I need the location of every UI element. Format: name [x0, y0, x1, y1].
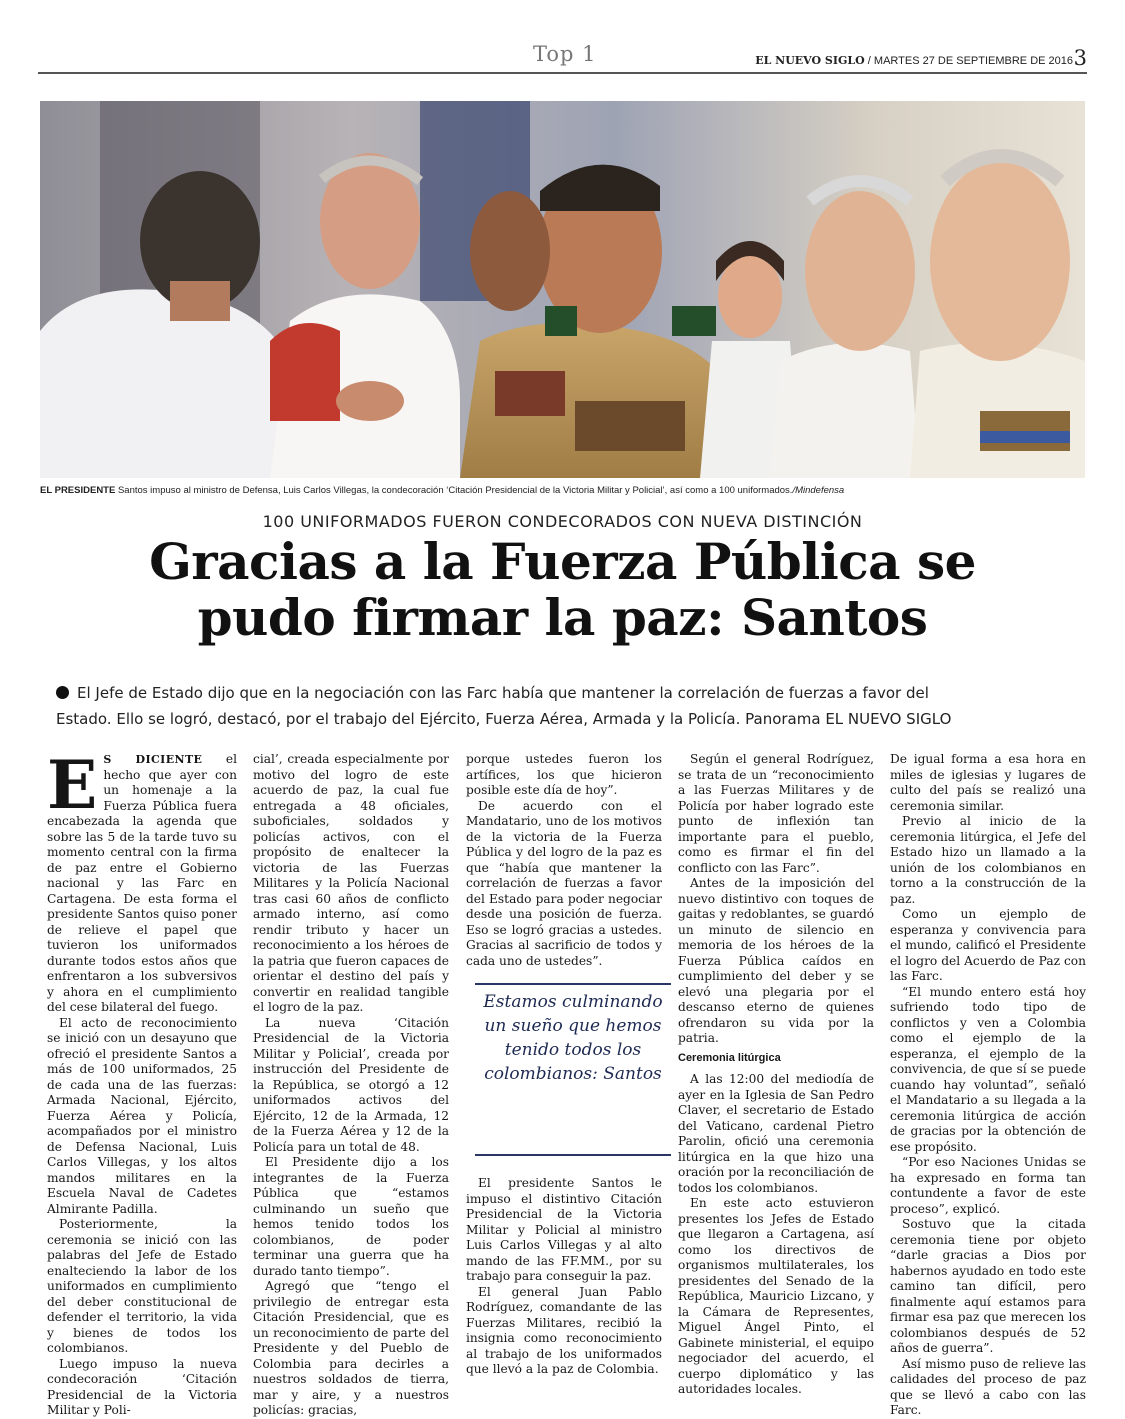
subhead: Ceremonia litúrgica — [678, 1051, 781, 1064]
kicker: 100 UNIFORMADOS FUERON CONDECORADOS CON NUEVA DISTINCIÓN — [262, 512, 863, 531]
paragraph-text: el hecho que ayer con un homenaje a la Fuerza Pública fuera encabezada la agenda que sobre las 5 de la tarde tuvo su momento central con la firma de paz entre el Gobierno nacional y las Farc en Cartagena. De esta forma el presidente Santos quiso poner de relieve el papel que tuvieron los uniformados durante todos estos años que enfrentaron a los subversivos y ahora en el cumplimiento del cese bilateral del fuego. — [47, 752, 237, 1014]
paragraph: Posteriormente, la ceremonia se inició con las palabras del Jefe de Estado enalteciendo la labor de los uniformados en cumplimiento del deber constitucional de defender el territorio, la vida y bienes de todos los colombianos. — [47, 1217, 237, 1355]
photo-caption — [40, 485, 1085, 496]
newspaper-name: EL NUEVO SIGLO — [755, 54, 865, 67]
column-4 — [678, 752, 874, 1398]
paragraph: Agregó que “tengo el privilegio de entregar esta Citación Presidencial, que es un reconocimiento de parte del Presidente y del Pueblo de Colombia para decirles a nuestros soldados de tierra, mar y aire, y a nuestros policías: gracias, — [253, 1279, 449, 1417]
headline-line-1: Gracias a la Fuerza Pública se — [149, 532, 976, 591]
deck-text-1: El Jefe de Estado dijo que en la negociación con las Farc había que mantener la correlación de fuerzas a favor del — [77, 684, 929, 702]
column-2 — [253, 752, 449, 1419]
deck-line-2: Estado. Ello se logró, destacó, por el trabajo del Ejército, Fuerza Aérea, Armada y la Policía. Panorama EL NUEVO SIGLO — [56, 710, 952, 728]
paragraph: El acto de reconocimiento se inició con un desayuno que ofreció el presidente Santos a más de 100 uniformados, 25 de cada una de las fuerzas: Armada Nacional, Ejército, Fuerza Aérea y Policía, acompañados por el ministro de Defensa Nacional, Luis Carlos Villegas, y los altos mandos militares en la Escuela Naval de Cadetes Almirante Padilla. — [47, 1015, 237, 1216]
issue-date: / MARTES 27 DE SEPTIEMBRE DE 2016 — [867, 55, 1073, 67]
bullet-icon — [56, 686, 69, 699]
drop-cap: E — [47, 746, 98, 824]
paragraph: En este acto estuvieron presentes los Jefes de Estado que llegaron a Cartagena, así como los directivos de organismos multilaterales, los presidentes del Senado de la República, Mauricio Lizcano, y la Cámara de Representes, Miguel Ángel Pinto, el Gabinete ministerial, el equipo negociador del acuerdo, el cuerpo diplomático y las autoridades locales. — [678, 1196, 874, 1396]
paragraph: Sostuvo que la citada ceremonia tiene por objeto “darle gracias a Dios por habernos ayudado en todo este camino tan difícil, pero finalmente aquí estamos para firmar esa paz que merecen los colombianos después de 52 años de guerra”. — [890, 1217, 1086, 1355]
page-number: 3 — [1073, 46, 1087, 70]
column-5 — [890, 752, 1086, 1419]
paragraph: Luego impuso la nueva condecoración ‘Citación Presidencial de la Victoria Militar y Poli- — [47, 1356, 237, 1417]
paragraph: Previo al inicio de la ceremonia litúrgica, el Jefe del Estado hizo un llamado a la unión de los colombianos en torno a la construcción de la paz. — [890, 814, 1086, 906]
column-3-top — [466, 752, 662, 969]
paragraph: “El mundo entero está hoy sufriendo todo tipo de conflictos y ven a Colombia como el ejemplo de la esperanza, el ejemplo de la convivencia, de que sí se puede cuando hay voluntad”, señaló el Mandatario a su llegada a la ceremonia litúrgica de acción de gracias por la obtención de ese propósito. — [890, 984, 1086, 1154]
paragraph: Así mismo puso de relieve las calidades del proceso de paz que se llevó a cabo con las Farc. — [890, 1356, 1086, 1417]
paragraph: La nueva ‘Citación Presidencial de la Victoria Militar y Policial’, creada por instrucción del Presidente de la República, se otorgó a 12 uniformados activos del Ejército, 12 de la Armada, 12 de la Fuerza Aérea y 12 de la Policía para un total de 48. — [253, 1015, 449, 1154]
column-1 — [47, 746, 237, 1419]
lead-in: S DICIENTE — [103, 753, 203, 766]
paragraph: El Presidente dijo a los integrantes de la Fuerza Pública que “estamos culminando un sueño que hemos tenido todos los colombianos, de poder terminar una guerra que ha durado tanto tiempo”. — [253, 1155, 449, 1278]
lead-photo — [40, 101, 1085, 478]
headline-line-2: pudo firmar la paz: Santos — [197, 588, 928, 647]
headline — [0, 534, 1125, 646]
paragraph: De acuerdo con el Mandatario, uno de los motivos de la victoria de la Fuerza Pública y del logro de la paz es que “había que mantener la correlación de fuerzas a favor del Estado para poder negociar desde una posición de fuerza. Eso se logró gracias a ustedes. Gracias al sacrificio de todos y cada uno de ustedes”. — [466, 798, 662, 968]
masthead — [755, 54, 1073, 67]
pull-quote: Estamos culminando un sueño que hemos tenido todos los colombianos: Santos — [483, 992, 663, 1084]
caption-text: Santos impuso al ministro de Defensa, Luis Carlos Villegas, la condecoración ‘Citación Presidencial de la Victoria Militar y Policial’, así como a 100 uniformados. — [115, 485, 793, 496]
paragraph: porque ustedes fueron los artífices, los que hicieron posible este día de hoy”. — [466, 752, 662, 797]
paragraph: Antes de la imposición del nuevo distintivo con toques de gaitas y redoblantes, se guardó un minuto de silencio en memoria de los héroes de la Fuerza Pública caídos en cumplimiento del deber y se elevó una plegaria por el descanso eterno de quienes ofrendaron su vida por la patria. — [678, 876, 874, 1045]
caption-lead: EL PRESIDENTE — [40, 485, 116, 496]
paragraph: De igual forma a esa hora en miles de iglesias y lugares de culto del país se realizó una ceremonia similar. — [890, 752, 1086, 813]
paragraph: Según el general Rodríguez, se trata de un “reconocimiento a las Fuerzas Militares y de Policía por haber logrado este punto de inflexión tan importante para el pueblo, como es firmar el fin del conflicto con las Farc”. — [678, 752, 874, 875]
pullquote-rule-top — [475, 983, 671, 985]
deck — [56, 680, 1076, 732]
paragraph: A las 12:00 del mediodía de ayer en la Iglesia de San Pedro Claver, el secretario de Estado del Vaticano, cardenal Pietro Parolin, ofició una ceremonia litúrgica en la que hizo una oración por la reconciliación de todos los colombianos. — [678, 1072, 874, 1195]
header-rule — [38, 72, 1087, 74]
section-label: Top 1 — [533, 42, 597, 66]
paragraph: El general Juan Pablo Rodríguez, comandante de las Fuerzas Militares, recibió la insignia como reconocimiento al trabajo de los uniformados que llevó a la paz de Colombia. — [466, 1284, 662, 1376]
photo-credit: /Mindefensa — [792, 485, 845, 496]
paragraph: “Por eso Naciones Unidas se ha expresado en forma tan contundente a favor de este proceso”, explicó. — [890, 1155, 1086, 1216]
deck-line-1 — [56, 680, 1076, 706]
paragraph: cial’, creada especialmente por motivo del logro de este acuerdo de paz, la cual fue entregada a 48 oficiales, suboficiales, soldados y policías activos, con el propósito de enaltecer la victoria de las Fuerzas Militares y la Policía Nacional tras casi 60 años de conflicto armado interno, así como rendir tributo y hacer un reconocimiento a los héroes de la patria que fueron capaces de orientar el destino del país y convertir en realidad tangible el logro de la paz. — [253, 752, 449, 1014]
pullquote-rule-bottom — [475, 1154, 671, 1156]
column-3-bottom — [466, 1176, 662, 1378]
paragraph: El presidente Santos le impuso el distintivo Citación Presidencial de la Victoria Militar y Policial al ministro Luis Carlos Villegas y al alto mando de las FF.MM., por su trabajo para conseguir la paz. — [466, 1176, 662, 1283]
paragraph: Como un ejemplo de esperanza y convivencia para el mundo, calificó el Presidente el logro del Acuerdo de Paz con las Farc. — [890, 907, 1086, 983]
